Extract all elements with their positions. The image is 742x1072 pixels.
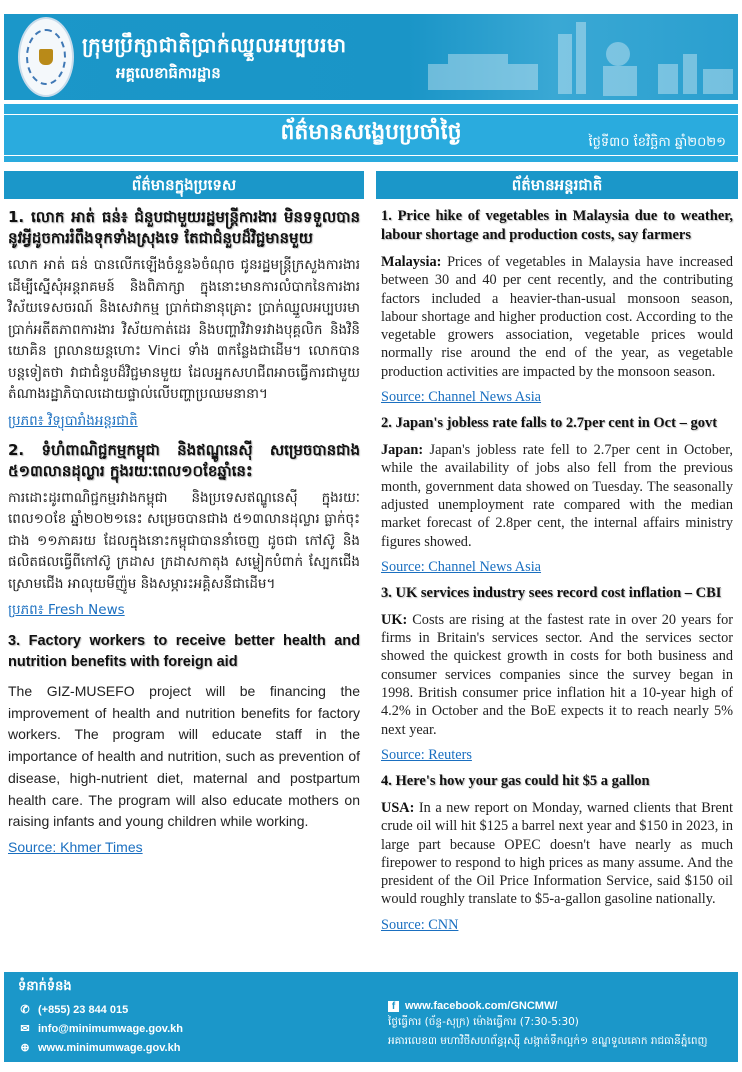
- story-title: 2. Japan's jobless rate falls to 2.7per cent in Oct – govt: [381, 415, 718, 432]
- facebook-icon: f: [388, 1001, 399, 1012]
- header-banner: [4, 14, 738, 100]
- story-source-link[interactable]: Source: Channel News Asia: [381, 389, 542, 406]
- story-text: Japan's jobless rate fell to 2.7per cent in October, while the availability of jobs also fell from the previous month, government data showed on Tuesday. The seasonally adjusted unemployment rate compared with the median market forecast of 2.8per cent, the internal affairs ministry figures showed.: [381, 442, 733, 550]
- domestic-story-2: [4, 440, 364, 622]
- story-body: [381, 441, 733, 551]
- phone-number: (+855) 23 844 015: [38, 1003, 129, 1016]
- story-title: 4. Here's how your gas could hit $5 a gallon: [381, 772, 650, 789]
- story-text: In a new report on Monday, warned clients that Brent crude oil will hit $125 a barrel next year and $150 in 2023, in large part because OPEC doesn't have nearly as much firepower to respond to high prices as many assume. And the president of the Oil Price Information Service, said $150 oil would roughly translate to $5-a-gallon gasoline nationally.: [381, 799, 733, 908]
- organization-subtitle: អគ្គលេខាធិការដ្ឋាន: [116, 64, 221, 82]
- story-text: Costs are rising at the fastest rate in over 20 years for firms in Britain's services sector. And the services sector showed the quickest growth in costs for both business and consumer services companies since the survey began in 1998. British consumer price inflation hit a 10-year high of 4.2% in October and the BoE expects it to reach nearly 5% next year.: [381, 611, 733, 738]
- story-source-link[interactable]: Source: CNN: [381, 916, 459, 933]
- story-country: UK:: [381, 611, 408, 628]
- story-title: 1. លោក អាត់ ធន់៖ ជំនួបជាមួយរដ្ឋមន្ត្រីការងារ មិនទទួលបាននូវអ្វីដូចការរំពឹងទុកទាំងស្រុងទេ តែជាជំនួបដ៏វិជ្ជមានមួយ: [8, 208, 360, 247]
- story-title: 1. Price hike of vegetables in Malaysia due to weather, labour shortage and production costs, say farmers: [381, 208, 733, 243]
- story-source-link[interactable]: Source: Khmer Times: [8, 838, 143, 855]
- story-title: 3. Factory workers to receive better health and nutrition benefits with foreign aid: [8, 633, 360, 670]
- contact-heading: ទំនាក់ទំនង: [18, 979, 72, 994]
- international-story-4: [376, 772, 738, 934]
- office-hours: ថ្ងៃធ្វើការ (ច័ន្ទ-សុក្រ) ម៉ោងធ្វើការ (7:30-5:30): [388, 1016, 579, 1028]
- story-title: 2. ទំហំពាណិជ្ជកម្មកម្ពុជា និងឥណ្ឌូនេស៊ី សម្រេចបានជាង ៥១៣លានដុល្លារ ក្នុងរយៈពេល១០ខែឆ្នាំនេះ: [8, 440, 360, 480]
- story-title: 3. UK services industry sees record cost inflation – CBI: [381, 584, 722, 601]
- divider: [4, 155, 738, 156]
- international-story-1: [376, 207, 738, 406]
- website-link[interactable]: www.minimumwage.gov.kh: [38, 1041, 181, 1054]
- story-country: USA:: [381, 799, 415, 816]
- skyline-illustration: [408, 14, 738, 100]
- divider: [4, 114, 738, 115]
- story-source-link[interactable]: ប្រភព៖ Fresh News: [8, 602, 125, 618]
- story-body: ការដោះដូរពាណិជ្ជកម្មរវាងកម្ពុជា និងប្រទេសឥណ្ឌូនេស៊ី ក្នុងរយៈពេល១០ខែ ឆ្នាំ២០២១នេះ សម្រេចបានជាង ៥១៣លានដុល្លារ ធ្លាក់ចុះជាង ១១ភាគរយ ដែលក្នុងនោះកម្ពុជាបាននាំចេញ ដូចជា កៅស៊ូ និងផលិតផលធ្វើពីកៅស៊ូ ក្រដាស ក្រដាសកាតុង សម្លៀកបំពាក់ ស្បែកជើង ស្រោមជើង អាលុយមីញ៉ូម និងសម្ភារះអគ្គិសនីជាដើម។: [8, 489, 360, 592]
- emblem-icon: [26, 29, 66, 85]
- globe-icon: ⊕: [20, 1042, 30, 1054]
- story-body: [381, 799, 733, 909]
- mail-icon: ✉: [20, 1023, 30, 1035]
- story-body: [381, 253, 733, 381]
- story-body: លោក អាត់ ធន់ បានលើកឡើងចំនួន៦ចំណុច ជូនរដ្ឋមន្ត្រីក្រសួងការងារ ដើម្បីស្នើសុំអន្តរាគមន៍ និងពិភាក្សា ក្នុងនោះមានការលំបាកនៃការងារវិស័យទេសចរណ៍ និងសេវាកម្ម ប្រាក់ជានានុគ្រោះ ប្រាក់ឈ្នួលអប្បបរមា ប្រាក់អតីតភាពការងារ វិស័យកាត់ដេរ និងបញ្ហាវិវាទរវាងបុគ្គលិក និងវិនិយោគិន ព្រលានយន្តហោះ Vinci ទាំង ៣កន្លែងជាដើម។ លោកបានបន្តទៀតថា វាជាជំនួបដ៏វិជ្ជមានមួយ ដែលអ្នកសហជីពអាចធ្វើការជាមួយតំណាងរដ្ឋាភិបាលដោយផ្ទាល់លើបញ្ហាប្រឈមនានា។: [8, 257, 360, 402]
- story-country: Malaysia:: [381, 254, 442, 270]
- phone-row: [18, 1003, 183, 1016]
- social-and-address: [388, 1000, 707, 1054]
- domestic-story-3: [4, 631, 364, 856]
- contact-footer: [4, 972, 738, 1062]
- contact-info: [18, 978, 183, 1060]
- domestic-news-heading: ព័ត៌មានក្នុងប្រទេស: [4, 171, 364, 199]
- facebook-link[interactable]: www.facebook.com/GNCMW/: [405, 1000, 558, 1012]
- international-story-3: [376, 584, 738, 764]
- facebook-row: [388, 1000, 707, 1012]
- story-source-link[interactable]: ប្រភព៖ វិទ្យុបារាំងអន្តរជាតិ: [8, 412, 138, 429]
- title-band: [4, 104, 738, 162]
- international-story-2: [376, 414, 738, 576]
- story-source-link[interactable]: Source: Reuters: [381, 746, 472, 763]
- email-row: [18, 1022, 183, 1035]
- story-body: The GIZ-MUSEFO project will be financing the improvement of health and nutrition benefits for factory workers. The program will educate staff in the importance of health and nutrition, such as prevention of disease, high-nutrient diet, maternal and postpartum health care. The program will also educate mothers on raising infants and young children while working.: [8, 683, 360, 830]
- story-body: [381, 611, 733, 739]
- office-address: អគារលេខ៣ មហាវិថីសហព័ន្ធរុស្ស៊ី សង្កាត់ទឹកល្អក់១ ខណ្ឌទួលគោក រាជធានីភ្នំពេញ: [388, 1035, 708, 1047]
- international-news-column: [376, 171, 738, 934]
- website-row: [18, 1041, 183, 1054]
- organization-name: ក្រុមប្រឹក្សាជាតិប្រាក់ឈ្នួលអប្បបរមា: [82, 33, 347, 57]
- international-news-heading: ព័ត៌មានអន្តរជាតិ: [376, 171, 738, 199]
- email-address[interactable]: info@minimumwage.gov.kh: [38, 1022, 183, 1035]
- page-title: ព័ត៌មានសង្ខេបប្រចាំថ្ងៃ: [280, 120, 462, 145]
- story-country: Japan:: [381, 442, 424, 459]
- phone-icon: ✆: [20, 1004, 30, 1016]
- council-logo: [18, 17, 74, 97]
- story-text: Prices of vegetables in Malaysia have increased between 30 and 40 per cent recently, and the contributing factors included a heavier-than-usual monsoon season, labour shortage and higher production cost. According to the vegetable growers association, vegetable prices would normally rise around the end of the year, as vegetable production activities are impacted by the monsoon season.: [381, 254, 733, 380]
- domestic-news-column: [4, 171, 364, 856]
- cup-icon: [39, 49, 53, 65]
- domestic-story-1: [4, 207, 364, 432]
- story-source-link[interactable]: Source: Channel News Asia: [381, 558, 542, 575]
- issue-date: ថ្ងៃទី៣០ ខែវិច្ឆិកា ឆ្នាំ២០២១: [588, 135, 726, 150]
